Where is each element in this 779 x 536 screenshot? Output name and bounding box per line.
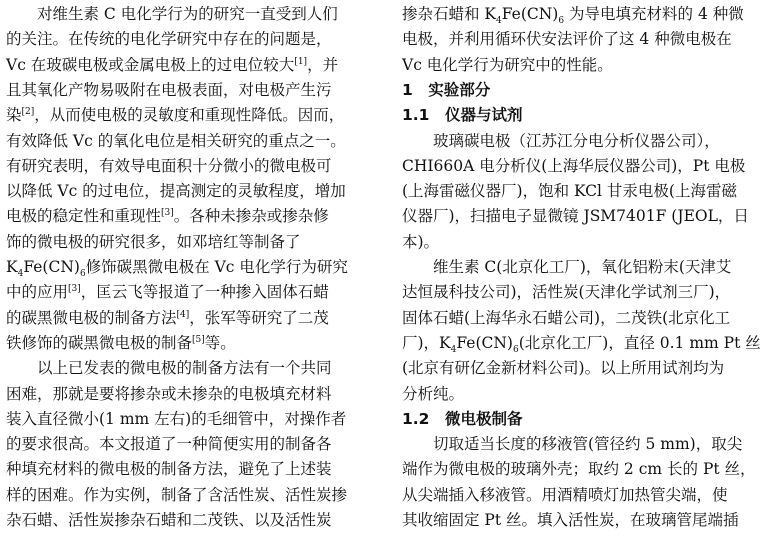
text-segment: 的要求很高。本文报道了一种简便实用的制备各: [6, 435, 332, 454]
text-segment: 以上已发表的微电极的制备方法有一个共同: [6, 359, 332, 378]
text-segment: 的碳黑微电极的制备方法: [6, 308, 177, 327]
text-segment: 其收缩固定 Pt 丝。填入活性炭，在玻璃管尾端插: [402, 511, 739, 529]
text-line: [402, 53, 613, 78]
subscript: 4: [496, 16, 502, 27]
text-line: [6, 508, 332, 533]
text-segment: 困难，那就是要将掺杂或未掺杂的电极填充材料: [6, 384, 332, 403]
text-line: [6, 483, 347, 508]
text-segment: Fe(CN): [456, 333, 513, 352]
text-segment: 饰的微电极的研究很多，如邓培红等制备了: [6, 232, 301, 251]
text-segment: 达恒晟科技公司)，活性炭(天津化学试剂三厂)，: [402, 283, 731, 302]
text-line: [402, 27, 732, 52]
text-line: [6, 382, 332, 407]
text-line: [6, 356, 332, 381]
text-segment: 掺杂石蜡和 K: [402, 5, 497, 23]
text-segment: Fe(CN): [23, 258, 80, 276]
text-line: [6, 27, 332, 52]
text-line: [402, 204, 749, 229]
text-line: [402, 306, 730, 331]
text-segment: 样的困难。作为实例，制备了含活性炭、活性炭掺: [6, 485, 348, 504]
text-segment: 1 实验部分: [402, 80, 491, 99]
text-segment: 固体石蜡(上海华永石蜡公司)，二茂铁(北京化工: [402, 308, 731, 327]
text-segment: Vc 在玻碳电极或金属电极上的过电位较大: [6, 55, 295, 74]
text-segment: ，匡云飞等报道了一种掺入固体石蜡: [80, 283, 329, 302]
text-segment: 铁修饰的碳黑微电极的制备: [6, 333, 193, 352]
text-segment: ，并: [307, 55, 339, 74]
text-segment: 等。: [204, 333, 236, 352]
text-line: [402, 356, 724, 381]
text-line: [402, 230, 439, 255]
text-line: [6, 2, 338, 27]
text-line: [6, 103, 344, 128]
text-segment: ，从而使电极的灵敏度和重现性降低。因而，: [34, 106, 345, 125]
subscript: 4: [450, 344, 457, 355]
subscript: 4: [17, 269, 24, 280]
text-line: [6, 280, 329, 305]
text-line: [402, 382, 464, 407]
text-segment: 本)。: [402, 232, 440, 251]
text-segment: 分析纯。: [402, 384, 465, 403]
subscript: 6: [558, 16, 565, 27]
text-segment: 染: [6, 106, 22, 125]
text-line: [6, 255, 348, 280]
text-line: [6, 407, 346, 432]
text-segment: 有效降低 Vc 的氧化电位是相关研究的重点之一。: [6, 131, 346, 150]
text-segment: Fe(CN): [501, 5, 559, 23]
text-segment: 。各种未掺杂或掺杂修: [173, 207, 329, 226]
text-segment: 中的应用: [6, 283, 69, 302]
text-line: [402, 255, 731, 280]
text-segment: 修饰碳黑微电极在 Vc 电化学行为研究: [85, 258, 348, 276]
text-line: [6, 331, 236, 356]
text-segment: 1.2 微电极制备: [402, 409, 523, 428]
section-heading: [402, 78, 490, 103]
section-heading: [402, 103, 522, 128]
text-segment: 电极，并利用循环伏安法评价了这 4 种微电极在: [402, 30, 732, 49]
text-segment: (上海雷磁仪器厂)，饱和 KCl 甘汞电极(上海雷磁: [402, 182, 737, 201]
text-segment: CHI660A 电分析仪(上海华辰仪器公司)，Pt 电极: [402, 156, 746, 175]
text-line: [6, 179, 346, 204]
text-line: [402, 508, 739, 533]
text-segment: 杂石蜡、活性炭掺杂石蜡和二茂铁、以及活性炭: [6, 511, 332, 529]
subscript: 6: [79, 269, 86, 280]
text-line: [402, 457, 756, 482]
section-heading: [402, 407, 522, 432]
text-segment: (北京有研亿金新材料公司)。以上所用试剂均为: [402, 359, 725, 378]
text-segment: K: [6, 258, 18, 276]
text-line: [6, 154, 332, 179]
text-line: [6, 53, 338, 78]
text-segment: 有研究表明，有效导电面积十分微小的微电极可: [6, 156, 332, 175]
text-line: [6, 129, 346, 154]
text-segment: 为导电填充材料的 4 种微: [564, 5, 744, 23]
text-line: [6, 78, 332, 103]
text-segment: 的关注。在传统的电化学研究中存在的问题是，: [6, 30, 332, 49]
text-segment: 厂)，K: [402, 333, 451, 352]
text-line: [6, 457, 332, 482]
text-line: [402, 2, 744, 27]
text-segment: 装入直径微小(1 mm 左右)的毛细管中，对操作者: [6, 409, 347, 428]
text-segment: 从尖端插入移液管。用酒精喷灯加热管尖端，使: [402, 485, 728, 504]
subscript: 6: [512, 344, 519, 355]
text-line: [402, 432, 742, 457]
text-line: [6, 432, 332, 457]
text-segment: ，张军等研究了二茂: [189, 308, 329, 327]
citation-ref: [1]: [294, 56, 308, 67]
text-line: [402, 154, 745, 179]
text-segment: Vc 电化学行为研究中的性能。: [402, 55, 613, 74]
text-line: [6, 306, 329, 331]
citation-ref: [3]: [161, 208, 174, 219]
citation-ref: [3]: [68, 284, 81, 295]
text-segment: 切取适当长度的移液管(管径约 5 mm)，取尖: [402, 435, 743, 454]
text-segment: 玻璃碳电极（江苏江分电分析仪器公司），: [402, 131, 720, 150]
text-line: [402, 280, 730, 305]
text-segment: 端作为微电极的玻璃外壳；取约 2 cm 长的 Pt 丝，: [402, 460, 756, 479]
citation-ref: [5]: [192, 334, 205, 345]
text-segment: (北京化工厂)，直径 0.1 mm Pt 丝: [518, 333, 761, 352]
text-line: [6, 230, 301, 255]
text-segment: 且其氧化产物易吸附在电极表面，对电极产生污: [6, 80, 332, 99]
text-segment: 对维生素 C 电化学行为的研究一直受到人们: [6, 5, 338, 23]
text-segment: 1.1 仪器与试剂: [402, 106, 523, 125]
text-line: [402, 483, 728, 508]
text-line: [402, 129, 720, 154]
citation-ref: [4]: [176, 309, 190, 320]
text-segment: 仪器厂)，扫描电子显微镜 JSM7401F (JEOL，日: [402, 207, 749, 226]
text-line: [402, 331, 761, 356]
text-segment: 种填充材料的微电极的制备方法，避免了上述装: [6, 460, 332, 479]
text-segment: 维生素 C(北京化工厂)，氧化铝粉末(天津艾: [402, 258, 732, 276]
text-segment: 电极的稳定性和重现性: [6, 207, 162, 226]
citation-ref: [2]: [21, 107, 35, 118]
text-segment: 以降低 Vc 的过电位，提高测定的灵敏程度，增加: [6, 182, 346, 201]
text-line: [6, 204, 329, 229]
text-line: [402, 179, 737, 204]
